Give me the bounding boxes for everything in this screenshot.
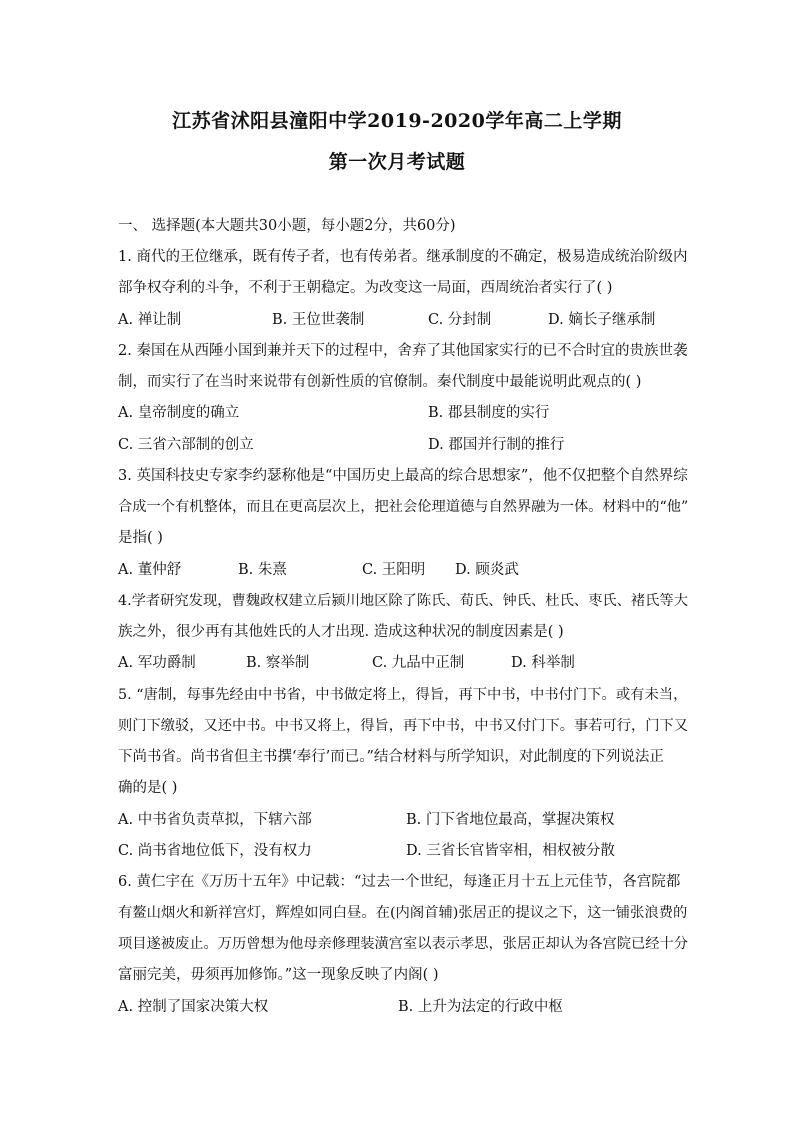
option-b: B. 朱熹 bbox=[238, 562, 287, 578]
option-b: B. 察举制 bbox=[246, 655, 310, 671]
exam-subtitle: 第一次月考试题 bbox=[328, 151, 466, 173]
option-a: A. 控制了国家决策大权 bbox=[118, 999, 269, 1015]
question-line: 1. 商代的王位继承，既有传子者，也有传弟者。继承制度的不确定，极易造成统治阶级内 bbox=[118, 249, 688, 265]
option-a: A. 禅让制 bbox=[118, 312, 182, 328]
question-line: 族之外，很少再有其他姓氏的人才出现. 造成这种状况的制度因素是( ) bbox=[118, 624, 564, 640]
question-line: 确的是( ) bbox=[118, 780, 178, 796]
option-b: B. 郡县制度的实行 bbox=[428, 405, 550, 421]
question-line: 下尚书省。尚书省但主书撰‘奉行’而已。”结合材料与所学知识，对此制度的下列说法正 bbox=[118, 749, 664, 765]
option-b: B. 门下省地位最高，掌握决策权 bbox=[406, 812, 615, 828]
question-line: 则门下缴驳，又还中书。中书又将上，得旨，再下中书，中书又付门下。事若可行，门下又 bbox=[118, 718, 689, 734]
option-d: D. 科举制 bbox=[511, 655, 575, 671]
question-line: 6. 黄仁宇在《万历十五年》中记载：“过去一个世纪，每逢正月十五上元佳节，各宫院都 bbox=[118, 874, 681, 890]
question-line: 是指( ) bbox=[118, 530, 163, 546]
option-c: C. 分封制 bbox=[428, 312, 492, 328]
option-c: C. 九品中正制 bbox=[372, 655, 465, 671]
section-heading: 一、 选择题(本大题共30小题，每小题2分，共60分) bbox=[118, 218, 456, 234]
option-c: C. 王阳明 bbox=[362, 562, 426, 578]
question-line: 项目遂被废止。万历曾想为他母亲修理装潢宫室以表示孝思，张居正却认为各宫院已经十分 bbox=[118, 936, 689, 952]
option-a: A. 军功爵制 bbox=[118, 655, 196, 671]
exam-title: 江苏省沭阳县潼阳中学2019-2020学年高二上学期 bbox=[172, 110, 622, 132]
option-c: C. 三省六部制的创立 bbox=[118, 437, 254, 453]
option-c: C. 尚书省地位低下，没有权力 bbox=[118, 843, 312, 859]
question-line: 制，而实行了在当时来说带有创新性质的官僚制。秦代制度中最能说明此观点的( ) bbox=[118, 374, 642, 390]
option-d: D. 嫡长子继承制 bbox=[548, 312, 656, 328]
question-line: 3. 英国科技史专家李约瑟称他是“中国历史上最高的综合思想家”，他不仅把整个自然界综 bbox=[118, 468, 688, 484]
option-a: A. 中书省负责草拟，下辖六部 bbox=[118, 812, 312, 828]
option-d: D. 三省长官皆宰相，相权被分散 bbox=[406, 843, 615, 859]
option-b: B. 王位世袭制 bbox=[272, 312, 365, 328]
option-b: B. 上升为法定的行政中枢 bbox=[398, 999, 563, 1015]
question-line: 2. 秦国在从西陲小国到兼并天下的过程中，舍弃了其他国家实行的已不合时宜的贵族世袭 bbox=[118, 343, 688, 359]
option-a: A. 董仲舒 bbox=[118, 562, 182, 578]
question-line: 5. “唐制，每事先经由中书省，中书做定将上，得旨，再下中书，中书付门下。或有未当， bbox=[118, 687, 688, 703]
question-line: 富丽完美，毋须再加修饰。”这一现象反映了内阁( ) bbox=[118, 967, 439, 983]
option-a: A. 皇帝制度的确立 bbox=[118, 405, 240, 421]
question-line: 有鳌山烟火和新祥宫灯，辉煌如同白昼。在(内阁首辅)张居正的提议之下，这一铺张浪费的 bbox=[118, 905, 688, 921]
option-d: D. 郡国并行制的推行 bbox=[428, 437, 565, 453]
question-line: 合成一个有机整体，而且在更高层次上，把社会伦理道德与自然界融为一体。材料中的“他” bbox=[118, 499, 689, 515]
question-line: 4.学者研究发现，曹魏政权建立后颍川地区除了陈氏、荀氏、钟氏、杜氏、枣氏、褚氏等大 bbox=[118, 593, 688, 609]
option-d: D. 顾炎武 bbox=[455, 562, 519, 578]
question-line: 部争权夺利的斗争，不利于王朝稳定。为改变这一局面，西周统治者实行了( ) bbox=[118, 280, 613, 296]
